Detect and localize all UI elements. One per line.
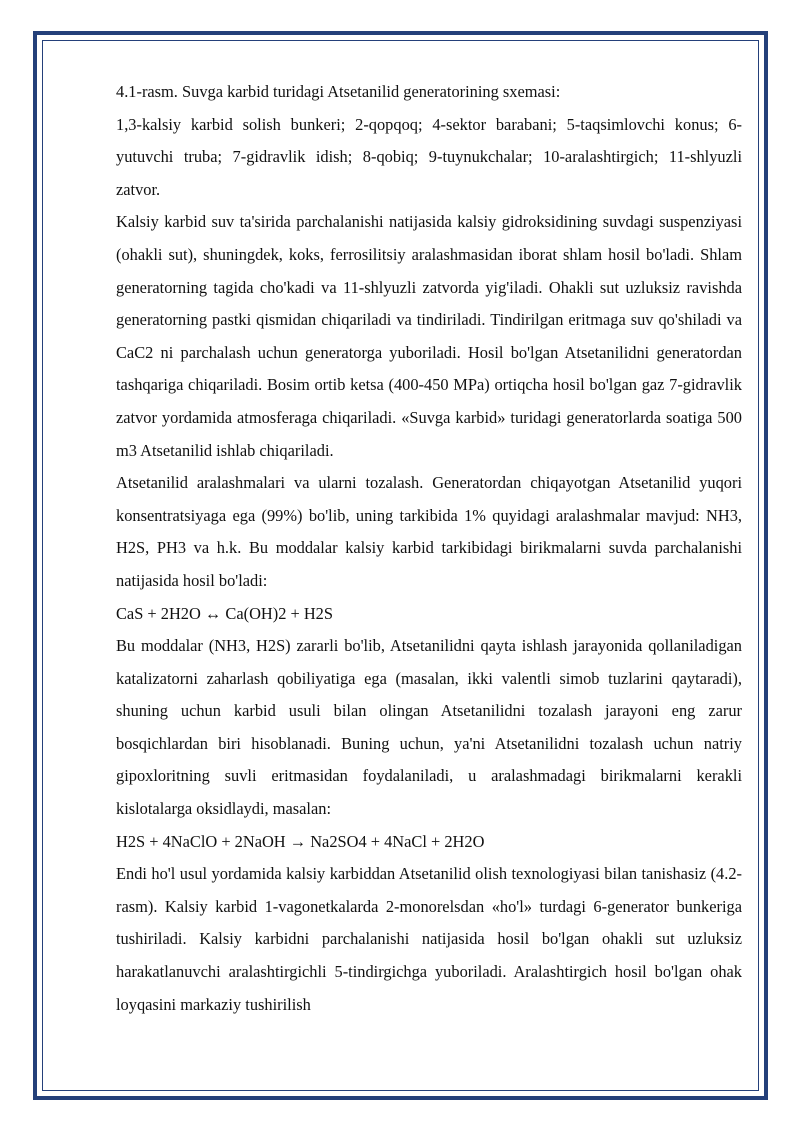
figure-caption: 4.1-rasm. Suvga karbid turidagi Atsetanilid generatorining sxemasi:	[116, 82, 561, 101]
paragraph-shlam: Kalsiy karbid suv ta'sirida parchalanishi natijasida kalsiy gidroksidining suvdagi suspenziyasi (ohakli sut), shuningdek, koks, ferrosilitsiy aralashmasidan iborat shlam hosil bo'ladi. Shlam generatorning tagida cho'kadi va 11-shlyuzli zatvorda yig'iladi. Ohakli sut uzluksiz ravishda generatorning pastki qismidan chiqariladi va tindiriladi. Tindirilgan eritmaga suv qo'shiladi va CaC2 ni parchalash uchun generatorga yuboriladi. Hosil bo'lgan Atsetanilidni generatordan tashqariga chiqariladi. Bosim ortib ketsa (400-450 MPa) ortiqcha hosil bo'lgan gaz 7-gidravlik zatvor yordamida atmosferaga chiqariladi. «Suvga karbid» turidagi generatorlarda soatiga 500 m3 Atsetanilid ishlab chiqariladi.	[116, 212, 742, 460]
equation-h2s: H2S + 4NaClO + 2NaOH → Na2SO4 + 4NaCl + 2H2O	[116, 831, 485, 851]
equation-cas: CaS + 2H2O ↔ Ca(OH)2 + H2S	[116, 603, 333, 623]
document-body	[116, 76, 742, 1021]
figure-legend: 1,3-kalsiy karbid solish bunkeri; 2-qopqoq; 4-sektor barabani; 5-taqsimlovchi konus; 6-yutuvchi truba; 7-gidravlik idish; 8-qobiq; 9-tuynukchalar; 10-aralashtirgich; 11-shlyuzli zatvor.	[116, 114, 742, 199]
paragraph-wet-method: Endi ho'l usul yordamida kalsiy karbiddan Atsetanilid olish texnologiyasi bilan tanishasiz (4.2-rasm). Kalsiy karbid 1-vagonetkalarda 2-monorelsdan «ho'l» turdagi 6-generator bunkeriga tushiriladi. Kalsiy karbidni parchalanishi natijasida hosil bo'lgan ohakli sut uzluksiz harakatlanuvchi aralashtirgichli 5-tindirgichga yuboriladi. Aralashtirgich hosil bo'lgan ohak loyqasini markaziy tushirilish	[116, 864, 742, 1014]
paragraph-purification: Bu moddalar (NH3, H2S) zararli bo'lib, Atsetanilidni qayta ishlash jarayonida qollaniladigan katalizatorni zaharlash qobiliyatiga ega (masalan, ikki valentli simob tuzlarini qaytaradi), shuning uchun karbid usuli bilan olingan Atsetanilidni tozalash jarayoni eng zarur bosqichlardan biri hisoblanadi. Buning uchun, ya'ni Atsetanilidni tozalash uchun natriy gipoxloritning suvli eritmasidan foydalaniladi, u aralashmadagi birikmalarni kerakli kislotalarga oksidlaydi, masalan:	[116, 636, 742, 819]
paragraph-impurities: Atsetanilid aralashmalari va ularni tozalash. Generatordan chiqayotgan Atsetanilid yuqori konsentratsiyaga ega (99%) bo'lib, uning tarkibida 1% quyidagi aralashmalar mavjud: NH3, H2S, PH3 va h.k. Bu moddalar kalsiy karbid tarkibidagi birikmalarni suvda parchalanishi natijasida hosil bo'ladi:	[116, 473, 742, 590]
